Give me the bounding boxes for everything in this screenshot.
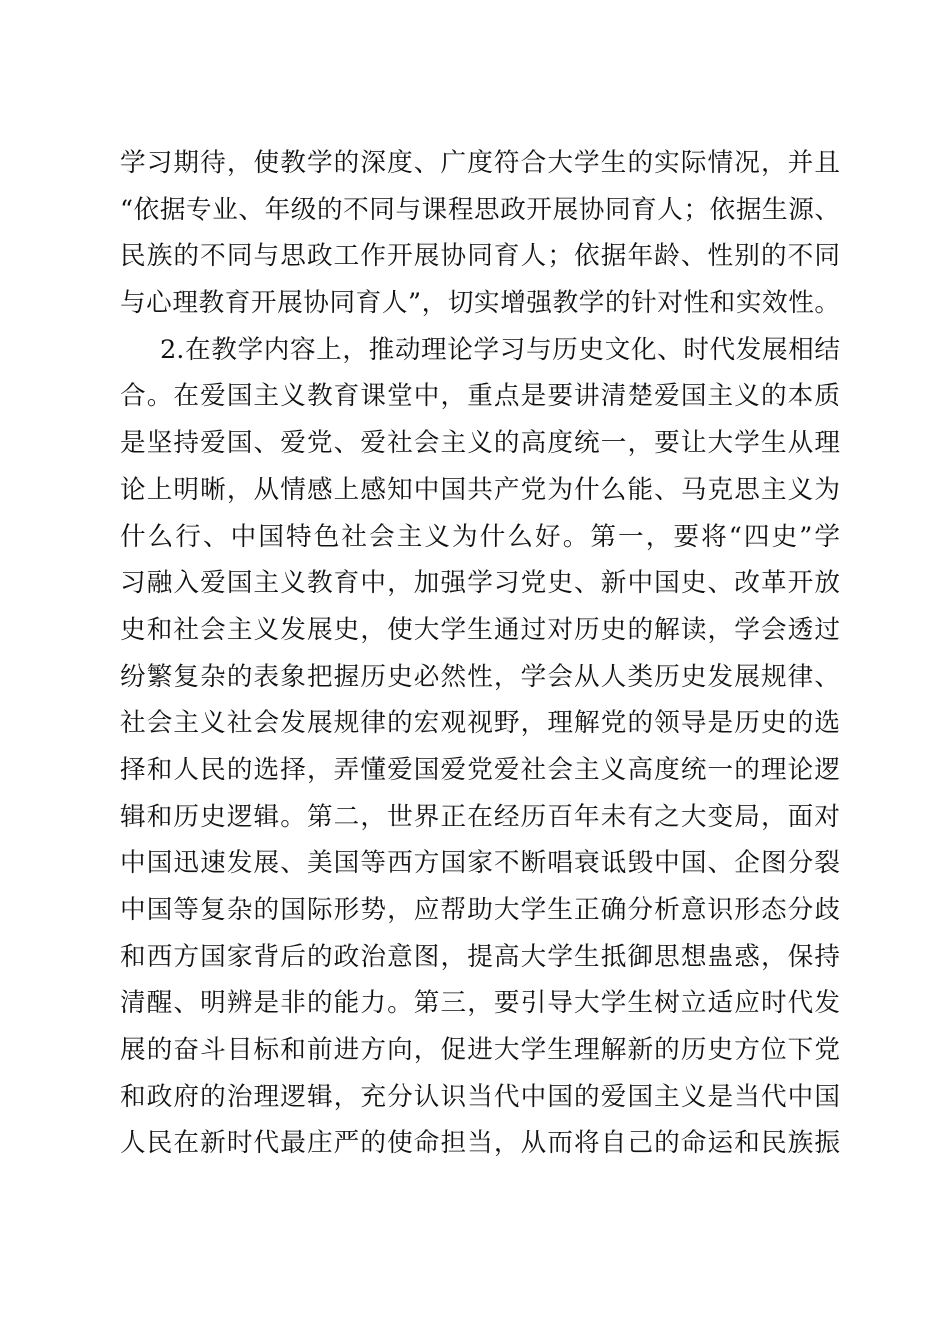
text-line: 中国等复杂的国际形势，应帮助大学生正确分析意识形态分歧 bbox=[120, 895, 840, 925]
text-line: 合。在爱国主义教育课堂中，重点是要讲清楚爱国主义的本质 bbox=[120, 381, 840, 412]
text-line: 社会主义社会发展规律的宏观视野，理解党的领导是历史的选 bbox=[120, 708, 840, 739]
text-line: 是坚持爱国、爱党、爱社会主义的高度统一，要让大学生从理 bbox=[120, 428, 840, 459]
text-line: 2.在教学内容上，推动理论学习与历史文化、时代发展相结 bbox=[160, 334, 840, 365]
text-line: 中国迅速发展、美国等西方国家不断唱衰诋毁中国、企图分裂 bbox=[120, 848, 840, 879]
text-line: 史和社会主义发展史，使大学生通过对历史的解读，学会透过 bbox=[120, 614, 840, 645]
text-line: 纷繁复杂的表象把握历史必然性，学会从人类历史发展规律、 bbox=[120, 661, 840, 692]
text-line: 学习期待，使教学的深度、广度符合大学生的实际情况，并且 bbox=[120, 148, 840, 178]
text-line: 清醒、明辨是非的能力。第三，要引导大学生树立适应时代发 bbox=[120, 988, 840, 1019]
body-text bbox=[120, 140, 840, 1167]
text-line: 和政府的治理逻辑，充分认识当代中国的爱国主义是当代中国 bbox=[120, 1081, 840, 1112]
text-line: 展的奋斗目标和前进方向，促进大学生理解新的历史方位下党 bbox=[120, 1035, 840, 1066]
text-line: 择和人民的选择，弄懂爱国爱党爱社会主义高度统一的理论逻 bbox=[120, 754, 840, 785]
text-line: 与心理教育开展协同育人”，切实增强教学的针对性和实效性。 bbox=[120, 288, 840, 319]
text-line: 和西方国家背后的政治意图，提高大学生抵御思想蛊惑，保持 bbox=[120, 941, 840, 972]
text-line: 习融入爱国主义教育中，加强学习党史、新中国史、改革开放 bbox=[120, 568, 840, 599]
text-line: 民族的不同与思政工作开展协同育人；依据年龄、性别的不同 bbox=[120, 241, 840, 272]
text-line: 人民在新时代最庄严的使命担当，从而将自己的命运和民族振 bbox=[120, 1128, 840, 1159]
text-line: 论上明晰，从情感上感知中国共产党为什么能、马克思主义为 bbox=[120, 474, 840, 505]
text-line: 什么行、中国特色社会主义为什么好。第一，要将“四史”学 bbox=[120, 521, 840, 552]
text-line: “依据专业、年级的不同与课程思政开展协同育人；依据生源、 bbox=[120, 194, 840, 225]
text-line: 辑和历史逻辑。第二，世界正在经历百年未有之大变局，面对 bbox=[120, 801, 840, 832]
